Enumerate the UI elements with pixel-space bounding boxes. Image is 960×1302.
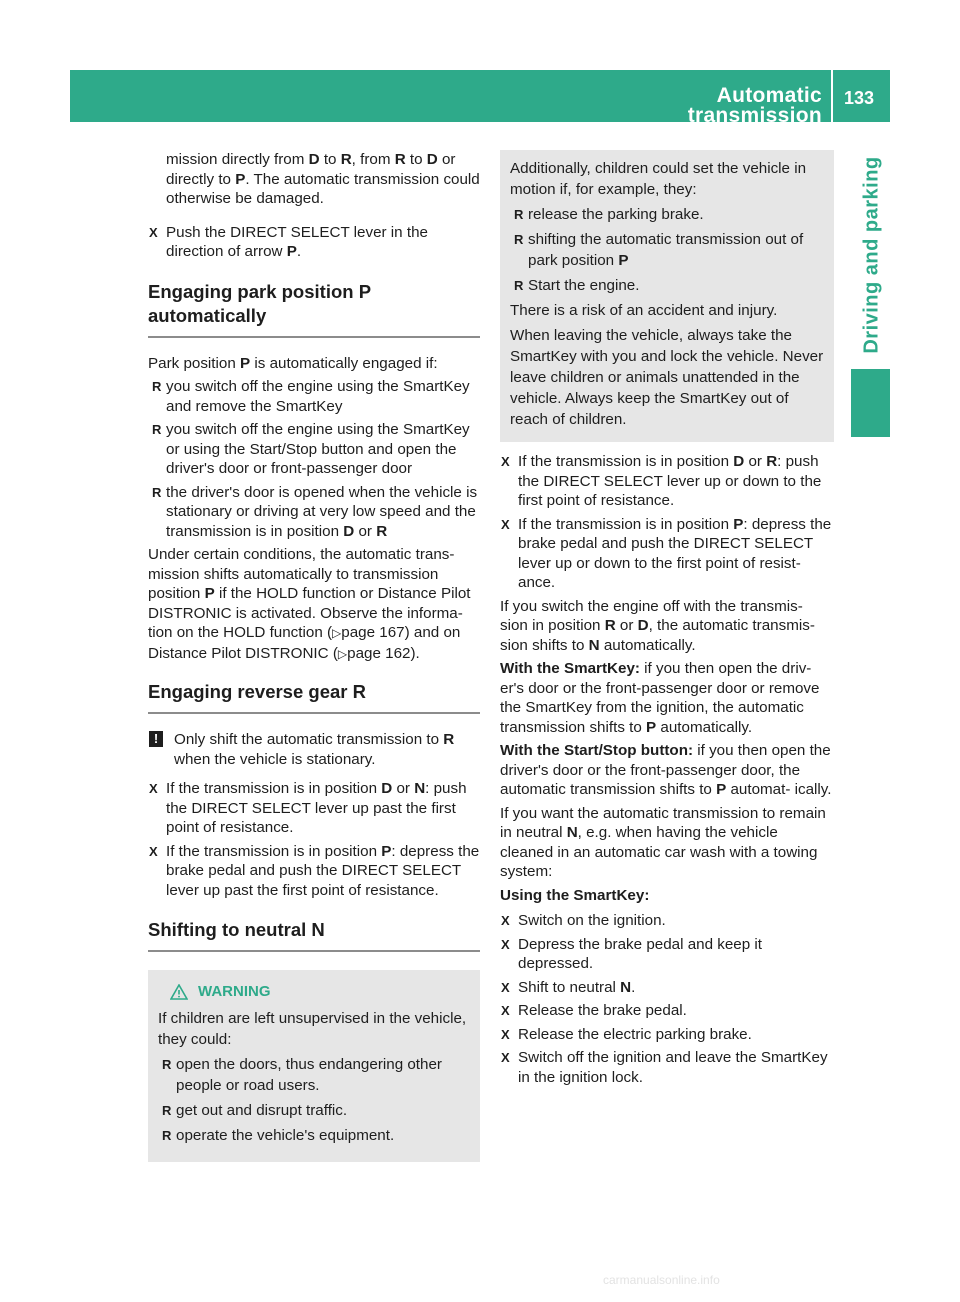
instruction-step: X Depress the brake pedal and keep it depressed.	[501, 935, 763, 972]
box-advice: When leaving the vehicle, always take the SmartKey with you and lock the vehicle. Never leave children or animals unattended in the vehicle. Always keep the SmartKey out of reach of children.	[510, 327, 824, 428]
step-arrow-icon: X	[149, 224, 158, 240]
page-ref-icon: ▷	[332, 626, 342, 640]
startstop-paragraph: With the Start/Stop button: if you then open the driver's door or the front-passenger door, the automatic transmission shifts to P automat- ically.	[500, 742, 832, 798]
page-title: Automatic transmission	[687, 84, 822, 127]
step-arrow-icon: X	[501, 1003, 510, 1018]
instruction-step: X Switch on the ignition.	[501, 912, 666, 929]
step-arrow-icon: X	[501, 913, 510, 928]
section-heading-neutral: Shifting to neutral N	[148, 918, 480, 952]
section-side-block	[851, 369, 890, 437]
instruction-step: X Shift to neutral N.	[501, 978, 636, 996]
step-arrow-icon: X	[149, 781, 158, 796]
section-heading-park: Engaging park position P automatically	[148, 280, 480, 338]
exclamation-icon: !	[149, 731, 163, 747]
bullet-icon: R	[514, 207, 524, 222]
list-item: R the driver's door is opened when the vehicle is stationary or driving at very low speed and the transmission is in position D or R	[152, 483, 478, 540]
instruction-step: X If the transmission is in position P: depress the brake pedal and push the DIRECT SELECT lever up past the first point of resistance.	[149, 842, 480, 899]
bullet-icon: R	[514, 232, 524, 247]
section-heading-reverse: Engaging reverse gear R	[148, 680, 480, 714]
step-arrow-icon: X	[501, 979, 510, 995]
box-intro: Additionally, children could set the vehicle in motion if, for example, they:	[510, 160, 807, 198]
bullet-icon: R	[152, 379, 162, 394]
box-risk: There is a risk of an accident and injury.	[510, 302, 778, 319]
instruction-step: X Switch off the ignition and leave the SmartKey in the ignition lock.	[501, 1049, 828, 1086]
bullet-icon: R	[152, 484, 162, 500]
step-arrow-icon: X	[501, 454, 510, 469]
list-item: R release the parking brake.	[514, 206, 704, 223]
instruction-step: X Push the DIRECT SELECT lever in the direction of arrow P.	[149, 223, 428, 260]
bullet-icon: R	[514, 278, 524, 293]
bullet-icon: R	[162, 1102, 172, 1118]
using-smartkey-label: Using the SmartKey:	[500, 886, 650, 904]
list-item: R Start the engine.	[514, 277, 640, 294]
step-arrow-icon: X	[501, 516, 510, 532]
warning-heading: WARNING	[158, 982, 470, 1002]
conditions-paragraph: Under certain conditions, the automatic trans- mission shifts automatically to transmission position P if the HOLD function or Distance Pilot DISTRONIC is activated. Observe the informa- tion on the HOLD function (▷page 167) and on Distance Pilot DISTRONIC (▷page 162).	[148, 546, 471, 662]
warning-triangle-icon	[170, 984, 188, 1000]
list-item: R shifting the automatic transmission out of park position P	[514, 231, 804, 269]
instruction-step: X Release the brake pedal.	[501, 1002, 687, 1019]
warning-box	[148, 970, 480, 1162]
park-intro: Park position P is automatically engaged if:	[148, 354, 438, 372]
instruction-step: X If the transmission is in position D or N: push the DIRECT SELECT lever up past the first point of resistance.	[149, 780, 467, 836]
caution-note: ! Only shift the automatic transmission to R when the vehicle is stationary.	[148, 730, 480, 769]
list-item: R open the doors, thus endangering other people or road users.	[162, 1055, 442, 1094]
list-item: R operate the vehicle's equipment.	[162, 1126, 395, 1144]
list-item: R you switch off the engine using the SmartKey and remove the SmartKey	[152, 378, 470, 415]
warning-continuation-box	[500, 150, 834, 442]
page-number: 133	[843, 88, 875, 108]
engine-off-paragraph: If you switch the engine off with the transmis- sion in position R or D, the automatic transmis- sion shifts to N automatically.	[500, 597, 815, 654]
section-side-label: Driving and parking	[860, 156, 883, 354]
instruction-step: X If the transmission is in position P: depress the brake pedal and push the DIRECT SELECT lever up or down to the first point of resist- ance.	[501, 515, 832, 591]
page-ref-icon: ▷	[337, 646, 348, 661]
step-arrow-icon: X	[501, 936, 510, 952]
step-arrow-icon: X	[501, 1050, 510, 1065]
warning-intro: If children are left unsupervised in the vehicle, they could:	[158, 1009, 467, 1048]
instruction-step: X If the transmission is in position D or R: push the DIRECT SELECT lever up or down to the first point of resistance.	[501, 453, 822, 509]
list-item: R get out and disrupt traffic.	[162, 1101, 348, 1119]
step-arrow-icon: X	[501, 1026, 510, 1042]
left-column	[148, 150, 480, 1162]
footer-watermark[interactable]: carmanualsonline.info	[603, 1273, 720, 1287]
right-column	[500, 150, 834, 1091]
instruction-step: X Release the electric parking brake.	[501, 1025, 752, 1043]
bullet-icon: R	[162, 1056, 172, 1072]
bullet-icon: R	[162, 1127, 172, 1143]
remain-neutral-paragraph: If you want the automatic transmission to remain in neutral N, e.g. when having the vehicle cleaned in an automatic car wash with a towing system:	[500, 804, 826, 880]
list-item: R you switch off the engine using the SmartKey or using the Start/Stop button and open the driver's door or front-passenger door	[152, 421, 470, 477]
smartkey-paragraph: With the SmartKey: if you then open the driv- er's door or the front-passenger door or remove the SmartKey from the ignition, the automatic transmission shifts to P automatically.	[500, 660, 820, 736]
step-arrow-icon: X	[149, 843, 158, 859]
intro-paragraph: mission directly from D to R, from R to D or directly to P. The automatic transmission could otherwise be damaged.	[166, 151, 480, 207]
bullet-icon: R	[152, 422, 162, 437]
